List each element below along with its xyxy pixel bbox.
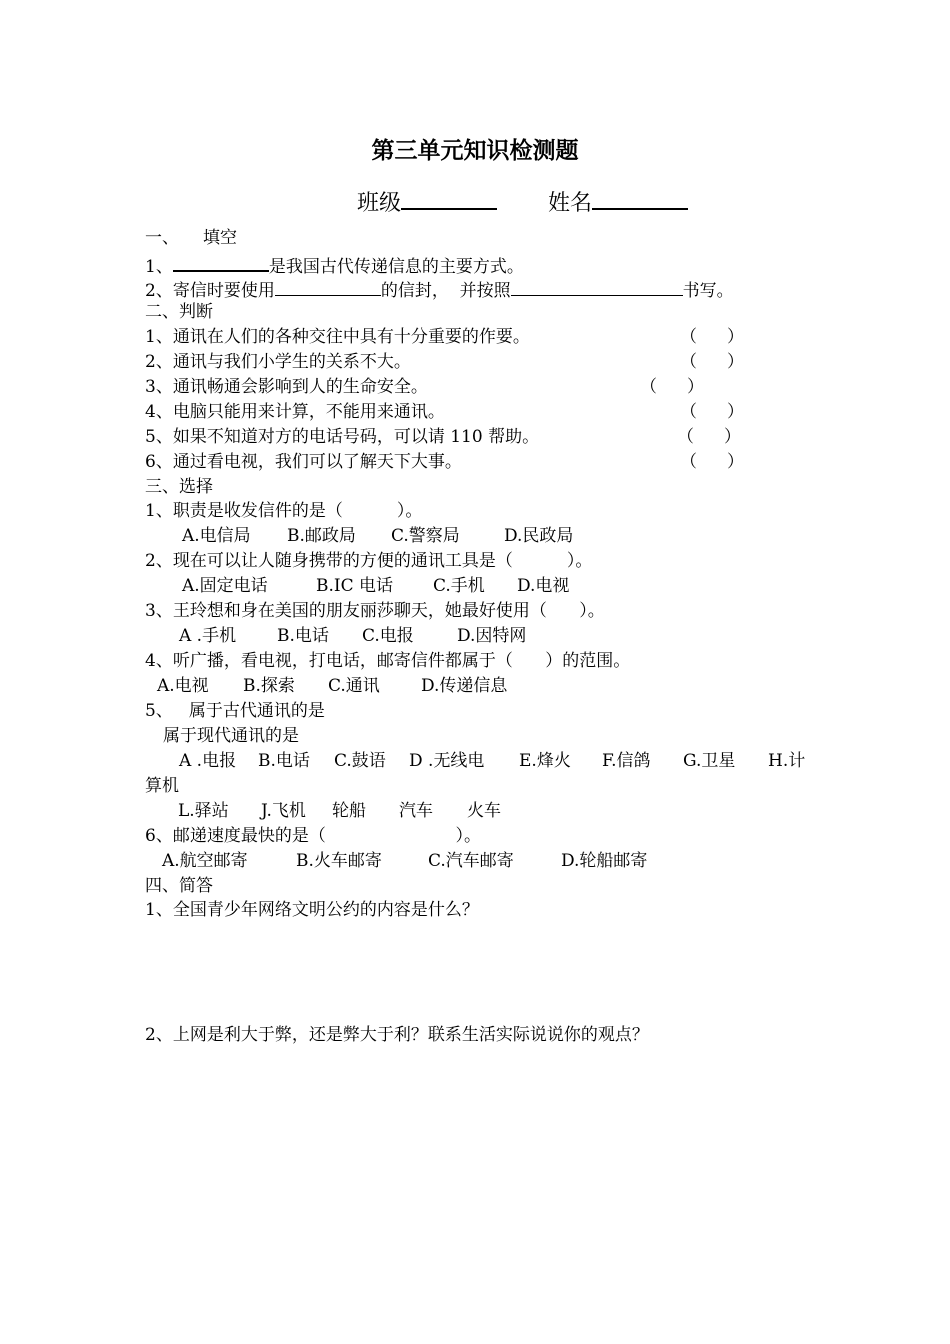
choice-option[interactable]: C.通讯 bbox=[328, 676, 380, 696]
judge-item-2: 2、通讯与我们小学生的关系不大。 bbox=[145, 352, 411, 372]
choice-option[interactable]: C.警察局 bbox=[391, 526, 460, 546]
judge-item-6: 6、通过看电视，我们可以了解天下大事。 bbox=[145, 452, 462, 472]
class-field bbox=[357, 186, 497, 218]
choice-question-5-line2: 属于现代通讯的是 bbox=[163, 726, 299, 746]
choice-option[interactable]: C.手机 bbox=[433, 576, 485, 596]
short-answer-question-1: 1、全国青少年网络文明公约的内容是什么？ bbox=[145, 900, 479, 920]
judge-answer-1[interactable]: （ ） bbox=[680, 327, 744, 347]
fill-blank-2a[interactable] bbox=[275, 277, 381, 296]
choice-option[interactable]: E.烽火 bbox=[519, 751, 571, 771]
choice-option[interactable]: A .电报 bbox=[179, 751, 237, 771]
choice-option[interactable]: D.电视 bbox=[517, 576, 570, 596]
judge-item-1: 1、通讯在人们的各种交往中具有十分重要的作要。 bbox=[145, 327, 530, 347]
class-label: 班级 bbox=[357, 191, 402, 216]
fill-blank-1[interactable] bbox=[173, 253, 269, 272]
choice-option[interactable]: A.航空邮寄 bbox=[162, 851, 248, 871]
judge-answer-5[interactable]: （ ） bbox=[677, 427, 741, 447]
name-blank[interactable] bbox=[592, 186, 688, 210]
name-label: 姓名 bbox=[548, 191, 593, 216]
choice-option[interactable]: L.驿站 bbox=[178, 801, 229, 821]
page-title: 第三单元知识检测题 bbox=[371, 137, 579, 164]
section2-heading: 二、判断 bbox=[145, 302, 213, 322]
judge-item-5: 5、如果不知道对方的电话号码，可以请 110 帮助。 bbox=[145, 427, 540, 447]
choice-option[interactable]: 轮船 bbox=[332, 801, 366, 821]
choice-question-4: 4、听广播，看电视，打电话，邮寄信件都属于（ ）的范围。 bbox=[145, 651, 631, 671]
choice-question-2: 2、现在可以让人随身携带的方便的通讯工具是（ ）。 bbox=[145, 551, 593, 571]
choice-option[interactable]: A.电信局 bbox=[182, 526, 251, 546]
choice-option[interactable]: B.IC 电话 bbox=[316, 576, 394, 596]
judge-answer-3[interactable]: （ ） bbox=[640, 377, 704, 397]
choice-option[interactable]: A .手机 bbox=[179, 626, 237, 646]
choice-option[interactable]: D.传递信息 bbox=[421, 676, 508, 696]
choice-option[interactable]: B.邮政局 bbox=[287, 526, 356, 546]
choice-option[interactable]: J.飞机 bbox=[261, 801, 306, 821]
choice-option[interactable]: 汽车 bbox=[399, 801, 433, 821]
answer-area-1[interactable] bbox=[145, 925, 805, 1020]
choice-option-wrap: 算机 bbox=[145, 776, 179, 796]
choice-option[interactable]: C.汽车邮寄 bbox=[428, 851, 514, 871]
choice-option[interactable]: D.因特网 bbox=[457, 626, 527, 646]
choice-option[interactable]: D .无线电 bbox=[409, 751, 485, 771]
choice-option[interactable]: B.火车邮寄 bbox=[296, 851, 382, 871]
short-answer-question-2: 2、上网是利大于弊，还是弊大于利？联系生活实际说说你的观点？ bbox=[145, 1025, 649, 1045]
choice-option[interactable]: 火车 bbox=[467, 801, 501, 821]
choice-option[interactable]: F.信鸽 bbox=[602, 751, 651, 771]
section1-heading: 一、 填空 bbox=[145, 228, 237, 248]
section3-heading: 三、选择 bbox=[145, 477, 213, 497]
choice-option[interactable]: C.电报 bbox=[362, 626, 414, 646]
choice-question-1: 1、职责是收发信件的是（ ）。 bbox=[145, 501, 423, 521]
fill-blank-2b[interactable] bbox=[511, 277, 683, 296]
choice-question-6: 6、邮递速度最快的是（ ）。 bbox=[145, 826, 482, 846]
choice-option[interactable]: D.民政局 bbox=[504, 526, 574, 546]
choice-option[interactable]: D.轮船邮寄 bbox=[561, 851, 648, 871]
fill-question-2: 2、寄信时要使用 的信封， 并按照 书写。 bbox=[145, 277, 734, 301]
choice-question-3: 3、王玲想和身在美国的朋友丽莎聊天，她最好使用（ ）。 bbox=[145, 601, 605, 621]
judge-answer-2[interactable]: （ ） bbox=[680, 352, 744, 372]
choice-option[interactable]: B.电话 bbox=[258, 751, 310, 771]
choice-question-5: 5、 属于古代通讯的是 bbox=[145, 701, 325, 721]
choice-option[interactable]: H.计 bbox=[768, 751, 806, 771]
section4-heading: 四、简答 bbox=[145, 876, 213, 896]
choice-option[interactable]: A.电视 bbox=[157, 676, 209, 696]
judge-item-3: 3、通讯畅通会影响到人的生命安全。 bbox=[145, 377, 428, 397]
choice-option[interactable]: A.固定电话 bbox=[182, 576, 268, 596]
choice-option[interactable]: B.电话 bbox=[277, 626, 329, 646]
name-field bbox=[548, 186, 688, 218]
answer-area-2[interactable] bbox=[145, 1050, 805, 1250]
class-blank[interactable] bbox=[401, 186, 497, 210]
fill-question-1: 1、 是我国古代传递信息的主要方式。 bbox=[145, 253, 524, 277]
judge-answer-4[interactable]: （ ） bbox=[680, 402, 744, 422]
judge-item-4: 4、电脑只能用来计算，不能用来通讯。 bbox=[145, 402, 445, 422]
choice-option[interactable]: G.卫星 bbox=[683, 751, 736, 771]
choice-option[interactable]: C.鼓语 bbox=[334, 751, 386, 771]
choice-option[interactable]: B.探索 bbox=[243, 676, 295, 696]
judge-answer-6[interactable]: （ ） bbox=[680, 452, 744, 472]
